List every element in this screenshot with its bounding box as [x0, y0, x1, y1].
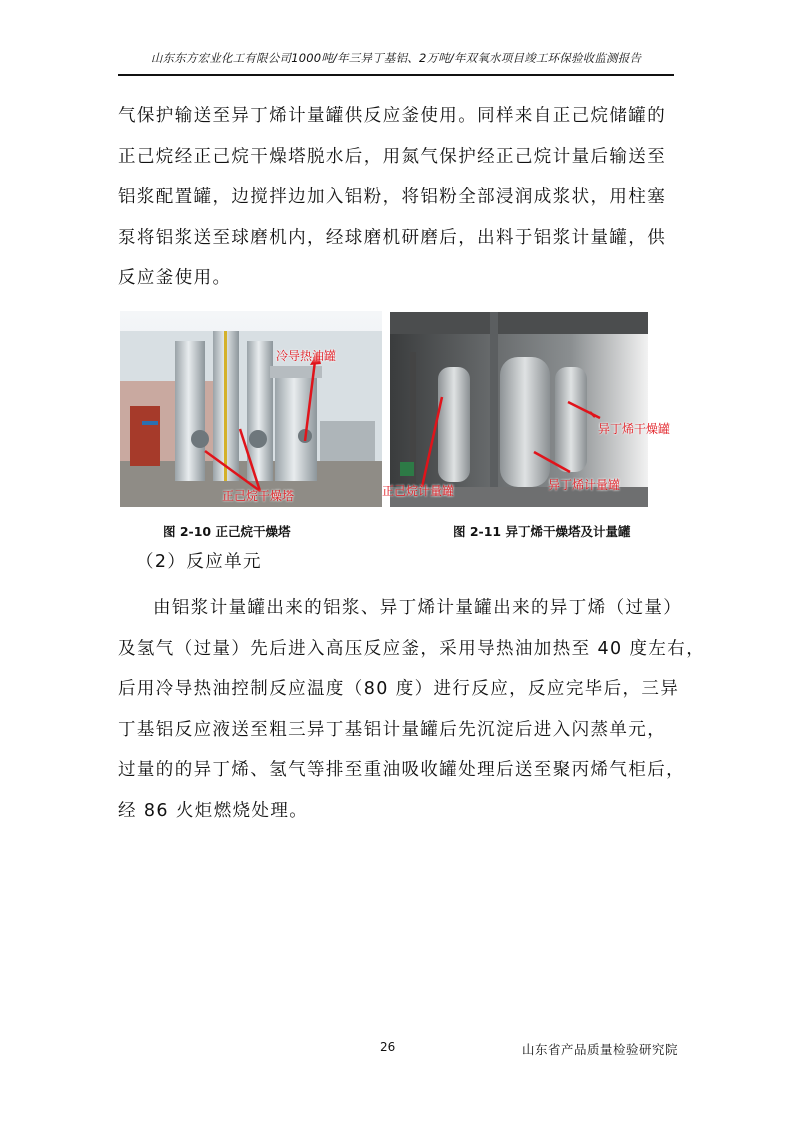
- paragraph-line: 由铝浆计量罐出来的铝浆、异丁烯计量罐出来的异丁烯（过量）: [153, 598, 683, 618]
- paragraph-reaction: [118, 588, 706, 831]
- paragraph-line: 反应釜使用。: [118, 268, 232, 288]
- figure-caption-2-10: 图 2-10 正己烷干燥塔: [163, 524, 291, 539]
- footer-organization: 山东省产品质量检验研究院: [522, 1042, 679, 1057]
- label-isobutene-dryer: 异丁烯干燥罐: [598, 422, 671, 436]
- paragraph-line: 及氢气（过量）先后进入高压反应釜，采用导热油加热至 40 度左右，: [118, 638, 706, 659]
- figure-caption-2-11: 图 2-11 异丁烯干燥塔及计量罐: [453, 524, 631, 539]
- photo-isobutene-tower: [382, 312, 671, 507]
- paragraph-line: 丁基铝反应液送至粗三异丁基铝计量罐后先沉淀后进入闪蒸单元，: [118, 719, 667, 740]
- page-number: 26: [380, 1040, 396, 1054]
- section-heading: （2）反应单元: [136, 552, 262, 572]
- label-isobutene-meter: 异丁烯计量罐: [548, 478, 621, 492]
- paragraph-line: 后用冷导热油控制反应温度（80 度）进行反应，反应完毕后，三异: [118, 679, 680, 699]
- photo-hexane-drying-tower-image: [120, 311, 382, 507]
- label-hexane-tower: 正己烷干燥塔: [222, 489, 295, 503]
- photo-hexane-drying-tower: [120, 311, 382, 507]
- paragraph-line: 泵将铝浆送至球磨机内，经球磨机研磨后，出料于铝浆计量罐，供: [118, 227, 667, 248]
- paragraph-line: 过量的的异丁烯、氢气等排至重油吸收罐处理后送至聚丙烯气柜后，: [118, 760, 685, 780]
- paragraph-1: [118, 96, 674, 299]
- page-header: [118, 50, 674, 76]
- paragraph-line: 正己烷经正己烷干燥塔脱水后，用氮气保护经正己烷计量后输送至: [118, 146, 667, 167]
- header-title: 山东东方宏业化工有限公司1000吨/年三异丁基铝、2万吨/年双氧水项目竣工环保验收监测报告: [150, 51, 642, 65]
- paragraph-line: 经 86 火炬燃烧处理。: [118, 800, 309, 821]
- label-cold-oil-tank: 冷导热油罐: [276, 349, 337, 363]
- paragraph-line: 铝浆配置罐，边搅拌边加入铝粉，将铝粉全部浸润成浆状，用柱塞: [118, 187, 667, 207]
- paragraph-line: 气保护输送至异丁烯计量罐供反应釜使用。同样来自正己烷储罐的: [118, 106, 667, 126]
- label-hexane-meter: 正己烷计量罐: [382, 484, 455, 498]
